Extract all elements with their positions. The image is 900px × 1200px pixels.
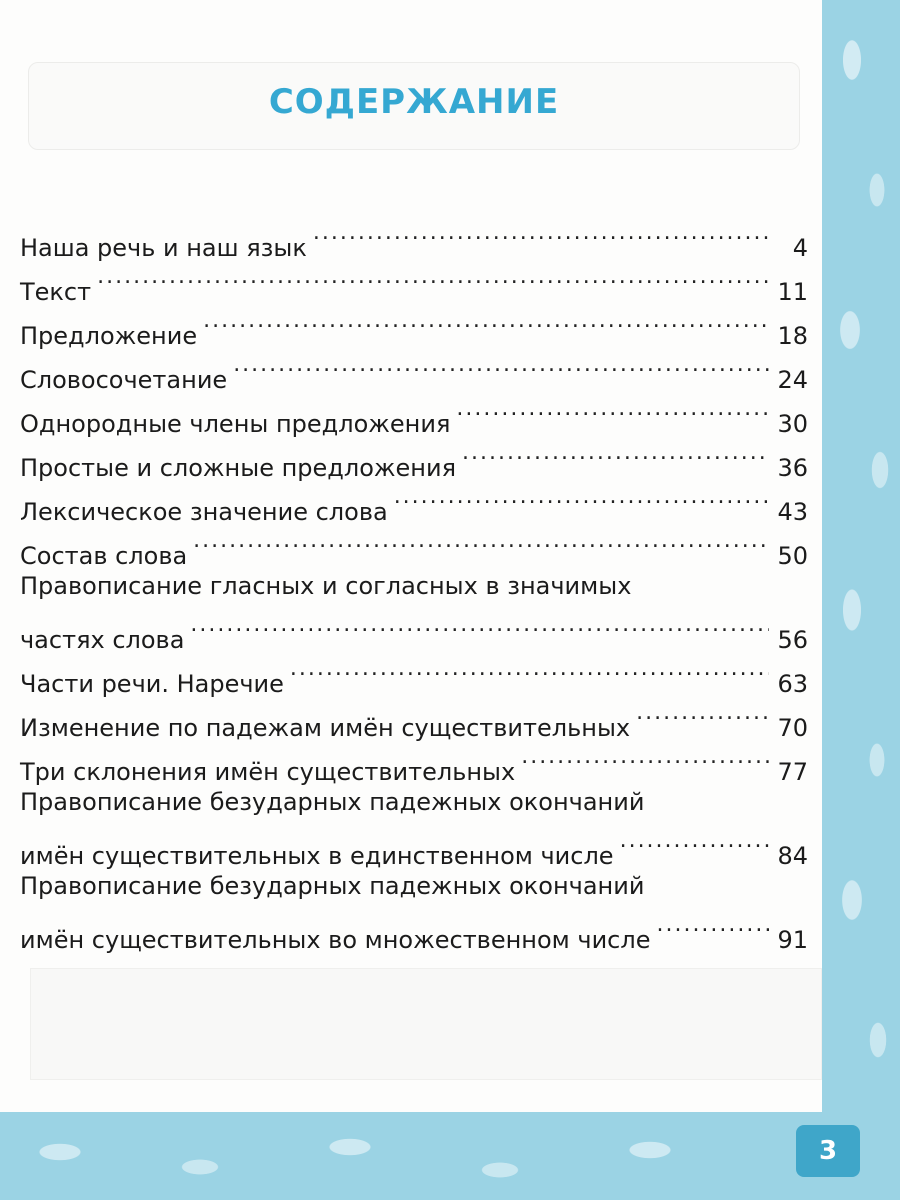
toc-entry-title: Правописание безударных падежных окончаний: [20, 788, 645, 816]
bleed-through-table: [30, 968, 822, 1080]
toc-entry-title: Три склонения имён существительных: [20, 758, 516, 786]
toc-page-number: 84: [777, 842, 808, 870]
toc-page-number: 11: [777, 278, 808, 306]
toc-page-number: 70: [777, 714, 808, 742]
dot-leader: [456, 388, 769, 432]
dot-leader: [656, 904, 769, 948]
toc-page-number: 91: [777, 926, 808, 954]
dot-leader: [620, 820, 770, 864]
toc-page-number: 24: [777, 366, 808, 394]
toc-entry-title: Предложение: [20, 322, 198, 350]
toc-page-number: 77: [777, 758, 808, 786]
dot-leader: [193, 520, 769, 564]
toc-entry[interactable]: [20, 564, 808, 654]
page-title: СОДЕРЖАНИЕ: [268, 82, 560, 122]
toc-page-number: 56: [777, 626, 808, 654]
dot-leader: [190, 604, 769, 648]
dot-leader: [636, 692, 769, 736]
dot-leader: [462, 432, 769, 476]
toc-page-number: 50: [777, 542, 808, 570]
toc-page-number: 36: [777, 454, 808, 482]
dot-leader: [203, 300, 769, 344]
toc-page-number: 63: [777, 670, 808, 698]
dot-leader: [394, 476, 770, 520]
toc-entry-title-continued: имён существительных в единственном числе: [20, 842, 614, 870]
toc-entry[interactable]: [20, 864, 808, 954]
toc-page-number: 30: [777, 410, 808, 438]
leaf-decoration-bottom: [0, 1112, 900, 1200]
toc-entry-title: Однородные члены предложения: [20, 410, 451, 438]
toc-entry-title: Текст: [20, 278, 92, 306]
toc-entry-title: Изменение по падежам имён существительных: [20, 714, 631, 742]
toc-entry-title-continued: имён существительных во множественном числе: [20, 926, 651, 954]
toc-entry-title: Словосочетание: [20, 366, 228, 394]
toc-entry-title: Правописание гласных и согласных в значимых: [20, 572, 632, 600]
toc-entry-title: Простые и сложные предложения: [20, 454, 457, 482]
toc-page-number: 43: [777, 498, 808, 526]
dot-leader: [521, 736, 769, 780]
toc-entry[interactable]: [20, 300, 808, 350]
toc-entry-title: Наша речь и наш язык: [20, 234, 307, 262]
leaf-decoration-right: [822, 0, 900, 1200]
toc-entry-title: Части речи. Наречие: [20, 670, 284, 698]
toc-entry[interactable]: [20, 256, 808, 306]
dot-leader: [290, 648, 770, 692]
page-number-badge: 3: [796, 1125, 860, 1177]
toc-entry[interactable]: [20, 780, 808, 870]
toc-entry-title: Состав слова: [20, 542, 188, 570]
dot-leader: [313, 212, 770, 256]
toc-entry-title-continued: частях слова: [20, 626, 185, 654]
toc-page-number: 18: [777, 322, 808, 350]
toc-entry[interactable]: [20, 212, 808, 262]
table-of-contents: [20, 212, 808, 954]
toc-entry-title: Правописание безударных падежных окончаний: [20, 872, 645, 900]
dot-leader: [97, 256, 769, 300]
dot-leader: [233, 344, 769, 388]
toc-entry-title: Лексическое значение слова: [20, 498, 388, 526]
toc-page-number: 4: [792, 234, 808, 262]
